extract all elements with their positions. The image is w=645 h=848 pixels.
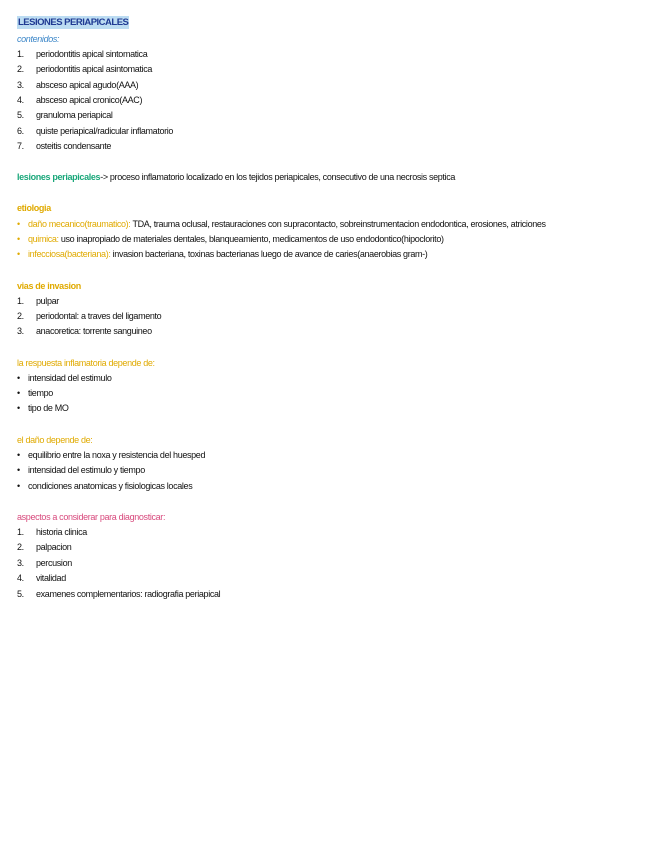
etiologia-label: quimica: [28, 234, 59, 244]
item-text: intensidad del estimulo y tiempo [28, 465, 145, 475]
bullet-icon: • [17, 450, 20, 460]
item-number: 4. [17, 573, 24, 583]
aspectos-heading: aspectos a considerar para diagnosticar: [17, 512, 166, 522]
item-text: equilibrio entre la noxa y resistencia del huesped [28, 450, 206, 460]
bullet-icon: • [17, 465, 20, 475]
item-text: pulpar [36, 296, 59, 306]
vias-heading: vias de invasion [17, 281, 81, 291]
bullet-icon: • [17, 373, 20, 383]
bullet-icon: • [17, 219, 20, 229]
item-number: 4. [17, 95, 24, 105]
item-text: tipo de MO [28, 403, 69, 413]
item-text: absceso apical cronico(AAC) [36, 95, 143, 105]
item-number: 3. [17, 558, 24, 568]
item-text: historia clinica [36, 527, 87, 537]
dano-item [17, 465, 145, 476]
contenidos-item [17, 95, 142, 106]
etiologia-label: infecciosa(bacteriana): [28, 249, 111, 259]
item-text: intensidad del estimulo [28, 373, 112, 383]
item-number: 3. [17, 80, 24, 90]
aspectos-item [17, 589, 220, 600]
etiologia-heading: etiologia [17, 203, 51, 213]
item-number: 1. [17, 49, 24, 59]
definition-line [17, 172, 455, 183]
respuesta-item [17, 373, 112, 384]
contenidos-item [17, 141, 111, 152]
item-number: 2. [17, 311, 24, 321]
dano-heading: el daño depende de: [17, 435, 93, 445]
contenidos-label: contenidos: [17, 34, 60, 44]
item-text: palpacion [36, 542, 72, 552]
aspectos-item [17, 542, 71, 553]
contenidos-item [17, 110, 113, 121]
item-text: examenes complementarios: radiografia periapical [36, 589, 221, 599]
item-text: periodontitis apical sintomatica [36, 49, 148, 59]
contenidos-item [17, 49, 147, 60]
definition-term: lesiones periapicales [17, 172, 101, 182]
item-text: condiciones anatomicas y fisiologicas locales [28, 481, 193, 491]
etiologia-text: invasion bacteriana, toxinas bacterianas luego de avance de caries(anaerobias gram-) [110, 249, 428, 259]
bullet-icon: • [17, 481, 20, 491]
bullet-icon: • [17, 388, 20, 398]
etiologia-label: daño mecanico(traumatico): [28, 219, 131, 229]
item-number: 6. [17, 126, 24, 136]
item-text: tiempo [28, 388, 53, 398]
contenidos-item [17, 80, 138, 91]
dano-item [17, 481, 192, 492]
bullet-icon: • [17, 403, 20, 413]
etiologia-item [17, 249, 427, 260]
item-text: percusion [36, 558, 72, 568]
item-text: periodontitis apical asintomatica [36, 64, 153, 74]
respuesta-item [17, 403, 69, 414]
aspectos-item [17, 527, 87, 538]
definition-text: -> proceso inflamatorio localizado en los tejidos periapicales, consecutivo de una necrosis septica [100, 172, 456, 182]
aspectos-item [17, 558, 72, 569]
etiologia-item [17, 234, 444, 245]
item-text: osteitis condensante [36, 141, 112, 151]
item-text: periodontal: a traves del ligamento [36, 311, 162, 321]
item-number: 3. [17, 326, 24, 336]
dano-item [17, 450, 205, 461]
item-text: absceso apical agudo(AAA) [36, 80, 139, 90]
item-number: 2. [17, 542, 24, 552]
respuesta-heading: la respuesta inflamatoria depende de: [17, 358, 155, 368]
item-text: quiste periapical/radicular inflamatorio [36, 126, 174, 136]
item-text: vitalidad [36, 573, 66, 583]
item-text: granuloma periapical [36, 110, 113, 120]
bullet-icon: • [17, 249, 20, 259]
vias-item [17, 296, 59, 307]
contenidos-item [17, 64, 152, 75]
vias-item [17, 311, 161, 322]
item-number: 5. [17, 110, 24, 120]
item-number: 7. [17, 141, 24, 151]
vias-item [17, 326, 152, 337]
item-number: 5. [17, 589, 24, 599]
respuesta-item [17, 388, 53, 399]
bullet-icon: • [17, 234, 20, 244]
item-number: 2. [17, 64, 24, 74]
item-number: 1. [17, 527, 24, 537]
page-title: LESIONES PERIAPICALES [18, 17, 129, 28]
etiologia-text: uso inapropiado de materiales dentales, blanqueamiento, medicamentos de uso endodontico(hipoclorito) [58, 234, 444, 244]
item-number: 1. [17, 296, 24, 306]
aspectos-item [17, 573, 66, 584]
contenidos-item [17, 126, 173, 137]
etiologia-item [17, 219, 546, 230]
item-text: anacoretica: torrente sanguineo [36, 326, 152, 336]
etiologia-text: TDA, trauma oclusal, restauraciones con supracontacto, sobreinstrumentacion endodontica, erosiones, atriciones [130, 219, 546, 229]
